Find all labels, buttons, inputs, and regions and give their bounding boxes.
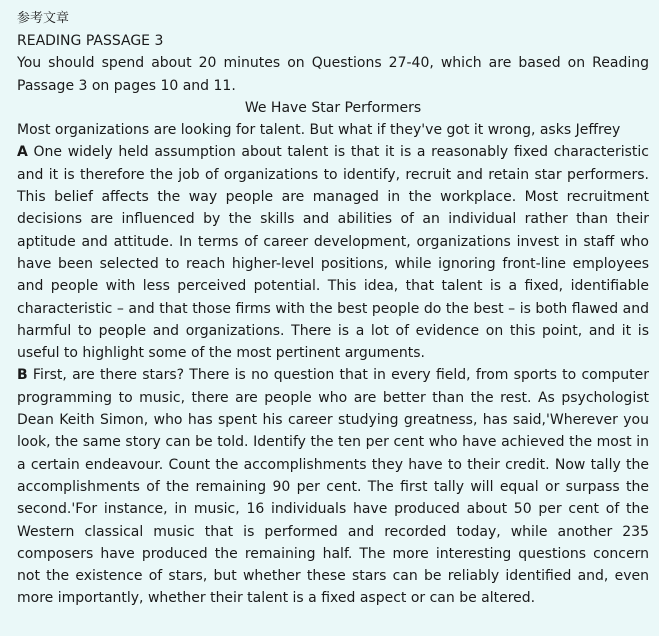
paragraph-text: One widely held assumption about talent is that it is a reasonably fixed characteristic and it is therefore the job of organizations to identify, recruit and retain star performers. This belief affects the way people are managed in the workplace. Most recruitment decisions are influenced by the skills and abilities of an individual rather than their aptitude and attitude. In terms of career development, organizations invest in staff who have been selected to reach higher-level positions, while ignoring front-line employees and people with less perceived potential. This idea, that talent is a fixed, identifiable characteristic – and that those firms with the best people do the best – is both flawed and harmful to people and organizations. There is a lot of evidence on this point, and it is useful to highlight some of the most pertinent arguments.: [17, 144, 649, 362]
instructions: You should spend about 20 minutes on Questions 27-40, which are based on Reading Passage 3 on pages 10 and 11.: [17, 55, 649, 94]
article-intro: Most organizations are looking for talent. But what if they've got it wrong, asks Jeffrey: [17, 122, 621, 139]
article-title: We Have Star Performers: [244, 99, 422, 116]
paragraph-text: First, are there stars? There is no question that in every field, from sports to computer programming to music, there are people who are better than the rest. As psychologist Dean Keith Simon, who has spent his career studying greatness, has said,'Wherever you look, the same story can be told. Identify the ten per cent who have achieved the most in a certain endeavour. Count the accomplishments they have to their credit. Now tally the accomplishments of the remaining 90 per cent. The first tally will equal or surpass the second.'For instance, in music, 16 individuals have produced about 50 per cent of the Western classical music that is performed and recorded today, while another 235 composers have produced the remaining half. The more interesting questions concern not the existence of stars, but whether these stars can be reliably identified and, even more importantly, whether their talent is a fixed aspect or can be altered.: [17, 367, 649, 607]
paragraph-letter: A: [17, 144, 28, 161]
paragraph-letter: B: [17, 367, 28, 384]
paragraph-b: [17, 364, 649, 609]
passage-title: READING PASSAGE 3: [17, 33, 164, 49]
reference-label: 参考文章: [17, 11, 70, 26]
paragraph-a: [17, 141, 649, 364]
